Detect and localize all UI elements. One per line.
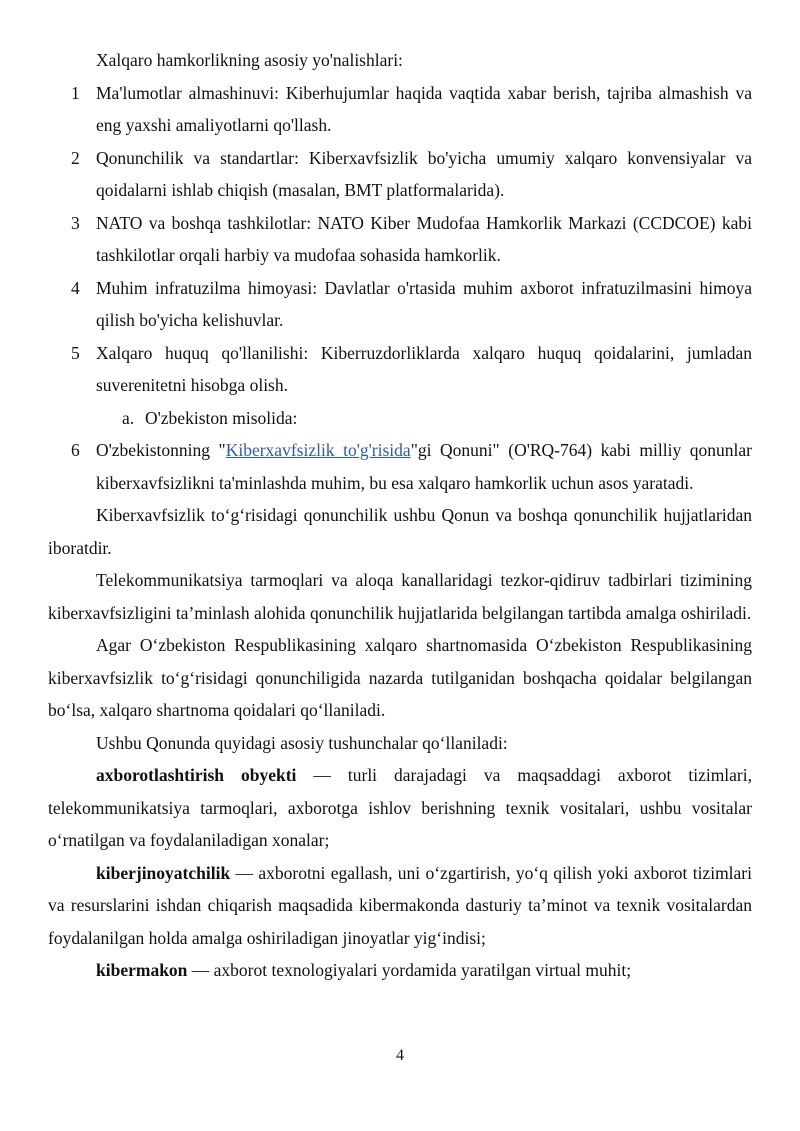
list-item-text: Qonunchilik va standartlar: Kiberxavfsizlik bo'yicha umumiy xalqaro konvensiyalar va qoidalarni ishlab chiqish (masalan, BMT platformalarida). — [96, 147, 752, 200]
intro-heading: Xalqaro hamkorlikning asosiy yo'nalishlari: — [96, 50, 403, 70]
body-paragraph: Kiberxavfsizlik to‘g‘risidagi qonunchilik ushbu Qonun va boshqa qonunchilik hujjatlaridan iboratdir. — [48, 505, 752, 558]
page-content — [48, 44, 752, 987]
body-paragraph: Telekommunikatsiya tarmoqlari va aloqa kanallaridagi tezkor-qidiruv tadbirlari tizimining kiberxavfsizligini ta’minlash alohida qonunchilik hujjatlarida belgilangan tartibda amalga oshiriladi. — [48, 570, 752, 623]
definition-text: — turli darajadagi va maqsaddagi axborot tizimlari, telekommunikatsiya tarmoqlari, axborotga ishlov berishning texnik vositalari, ushbu vositalar o‘rnatilgan va foydalaniladigan xonalar; — [48, 765, 753, 850]
definition-paragraph — [48, 857, 752, 955]
list-number: 3 — [71, 212, 80, 233]
list-item — [48, 207, 752, 272]
list-item — [48, 337, 752, 402]
list-item-text: Muhim infratuzilma himoyasi: Davlatlar o'rtasida muhim axborot infratuzilmasini himoya qilish bo'yicha kelishuvlar. — [96, 277, 752, 330]
list-item — [48, 434, 752, 499]
page-number: 4 — [396, 1047, 404, 1064]
definition-term: kibermakon — [96, 960, 188, 980]
definition-paragraph — [48, 759, 752, 857]
body-paragraph: Ushbu Qonunda quyidagi asosiy tushunchalar qo‘llaniladi: — [96, 732, 508, 753]
definition-term: kiberjinoyatchilik — [96, 862, 231, 883]
body-paragraph: Agar O‘zbekiston Respublikasining xalqaro shartnomasida O‘zbekiston Respublikasining kiberxavfsizlik to‘g‘risidagi qonunchiligida nazarda tutilganidan boshqacha qoidalar belgilangan bo‘lsa, xalqaro shartnoma qoidalari qo‘llaniladi. — [48, 635, 752, 720]
sub-list-text: O'zbekiston misolida: — [145, 407, 298, 428]
list-item-text: Xalqaro huquq qo'llanilishi: Kiberruzdorliklarda xalqaro huquq qoidalarini, jumladan suverenitetni hisobga olish. — [96, 342, 752, 395]
list-number: 5 — [71, 342, 80, 363]
list-item — [48, 272, 752, 337]
sub-list-item — [48, 402, 752, 435]
list-number: 6 — [71, 440, 80, 460]
definition-term: axborotlashtirish obyekti — [96, 765, 297, 785]
definition-paragraph — [48, 954, 752, 987]
list-item-text: NATO va boshqa tashkilotlar: NATO Kiber Mudofaa Hamkorlik Markazi (CCDCOE) kabi tashkilotlar orqali harbiy va mudofaa sohasida hamkorlik. — [96, 212, 752, 265]
list-item — [48, 77, 752, 142]
law-link[interactable]: Kiberxavfsizlik to'g'risida — [225, 440, 411, 460]
list-number: 4 — [71, 277, 80, 298]
list-item-text: Ma'lumotlar almashinuvi: Kiberhujumlar haqida vaqtida xabar berish, tajriba almashish va eng yaxshi amaliyotlarni qo'llash. — [96, 82, 752, 135]
list-number: 2 — [71, 147, 80, 168]
list-item-text-after: "gi Qonuni" (O'RQ-764) kabi milliy qonunlar kiberxavfsizlikni ta'minlashda muhim, bu esa xalqaro hamkorlik uchun asos yaratadi. — [96, 440, 752, 493]
definition-text: — axborotni egallash, uni o‘zgartirish, yo‘q qilish yoki axborot tizimlari va resurslarini ishdan chiqarish maqsadida kibermakonda dasturiy ta’minot va texnik vositalardan foydalanilgan holda amalga oshiriladigan jinoyatlar yig‘indisi; — [48, 862, 752, 948]
list-number: 1 — [71, 82, 80, 103]
list-item-text-before: O'zbekistonning " — [96, 440, 226, 460]
definition-text: — axborot texnologiyalari yordamida yaratilgan virtual muhit; — [187, 960, 632, 980]
list-item — [48, 142, 752, 207]
sub-list-marker: a. — [122, 407, 135, 428]
